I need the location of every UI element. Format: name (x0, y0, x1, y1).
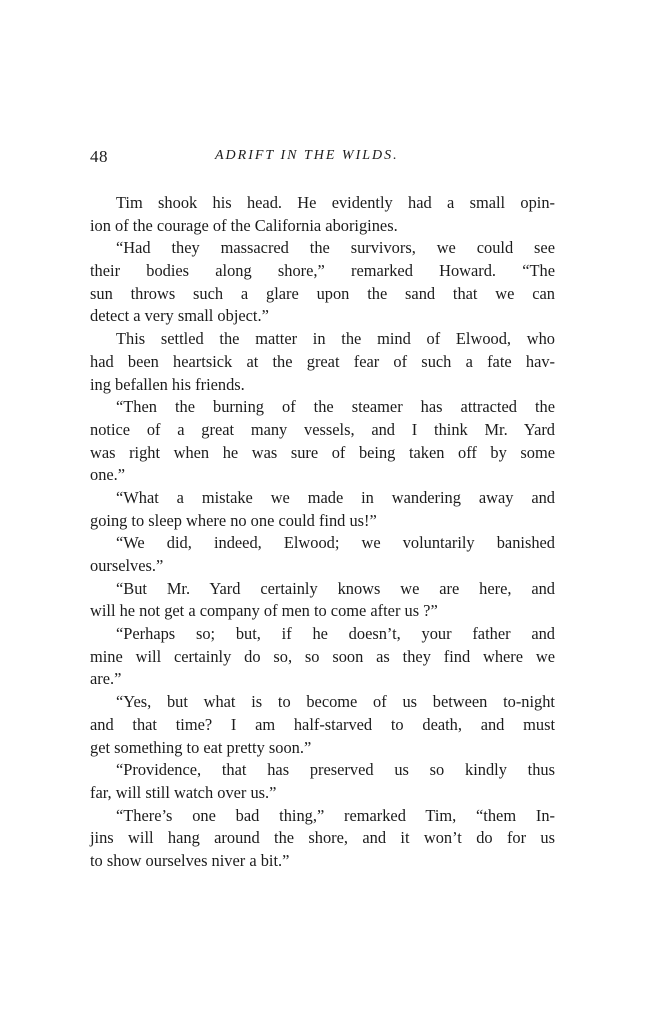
text-line: “Yes, but what is to become of us between to-night (116, 692, 555, 712)
text-line: “Perhaps so; but, if he doesn’t, your father and (116, 624, 555, 644)
text-line: “What a mistake we made in wandering away and (116, 487, 555, 507)
text-line: jins will hang around the shore, and it won’t do for us (90, 828, 555, 848)
text-line: are.” (90, 669, 122, 689)
text-line: detect a very small object.” (90, 306, 269, 326)
text-line: had been heartsick at the great fear of such a fate hav- (90, 351, 555, 371)
text-line: sun throws such a glare upon the sand that we can (90, 283, 555, 303)
text-line: Tim shook his head. He evidently had a small opin- (116, 193, 555, 212)
text-line: and that time? I am half-starved to death, and must (90, 714, 555, 734)
text-line: will he not get a company of men to come after us ?” (90, 601, 438, 621)
page-number: 48 (90, 147, 108, 166)
text-line: “Had they massacred the survivors, we could see (116, 238, 555, 258)
text-line: “There’s one bad thing,” remarked Tim, “them In- (116, 805, 555, 825)
text-line: was right when he was sure of being taken off by some (90, 442, 555, 462)
text-line: to show ourselves niver a bit.” (90, 850, 290, 870)
text-line: get something to eat pretty soon.” (90, 737, 312, 757)
text-line: ing befallen his friends. (90, 374, 245, 394)
text-line: “We did, indeed, Elwood; we voluntarily banished (116, 533, 555, 553)
text-line: notice of a great many vessels, and I think Mr. Yard (90, 419, 555, 439)
text-line: ion of the courage of the California aborigines. (90, 215, 398, 235)
text-line: far, will still watch over us.” (90, 782, 277, 802)
text-line: ourselves.” (90, 556, 164, 575)
running-title: ADRIFT IN THE WILDS. (215, 148, 399, 163)
text-line: “Then the burning of the steamer has attracted the (116, 397, 555, 417)
text-line: “Providence, that has preserved us so kindly thus (116, 760, 555, 780)
text-line: going to sleep where no one could find us!” (90, 510, 377, 530)
body-text (90, 192, 555, 873)
text-line: This settled the matter in the mind of Elwood, who (116, 329, 555, 349)
text-line: their bodies along shore,” remarked Howard. “The (90, 261, 555, 281)
text-line: one.” (90, 465, 126, 485)
text-line: “But Mr. Yard certainly knows we are here, and (116, 578, 555, 598)
text-line: mine will certainly do so, so soon as they find where we (90, 646, 555, 666)
page-header (90, 147, 555, 171)
